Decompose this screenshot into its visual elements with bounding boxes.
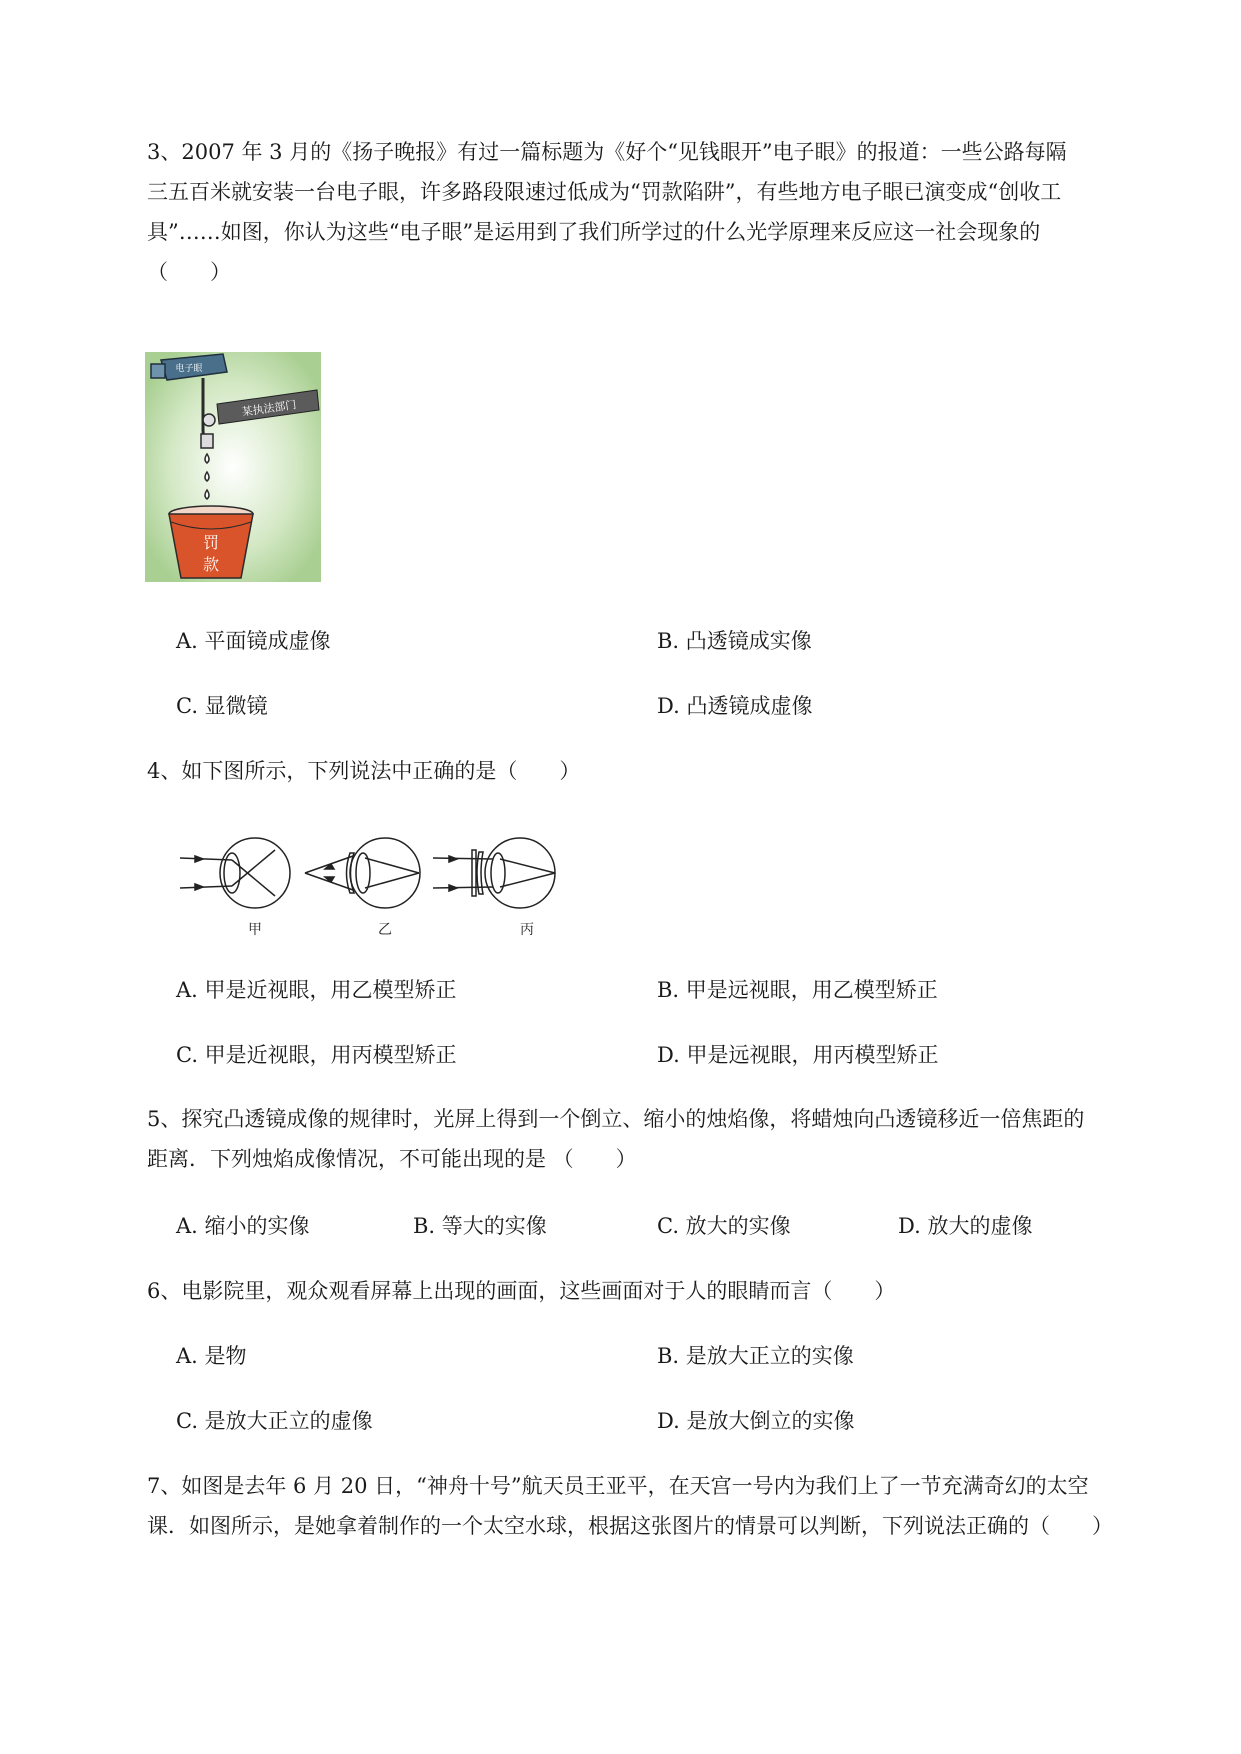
q4-option-b[interactable]: B. 甲是远视眼，用乙模型矫正 [657,978,938,1002]
q4-option-d[interactable]: D. 甲是远视眼，用丙模型矫正 [657,1043,939,1067]
q5-option-b[interactable]: B. 等大的实像 [413,1214,547,1238]
figure-label-yi: 乙 [378,922,392,938]
camera-label: 电子眼 [175,364,203,374]
q3-option-c[interactable]: C. 显微镜 [176,694,268,718]
eye-diagram-jia [180,838,290,908]
q3-line-1: 3、2007 年 3 月的《扬子晚报》有过一篇标题为《好个“见钱眼开”电子眼》的报道：一些公路每隔 [147,140,1067,164]
q6-option-c[interactable]: C. 是放大正立的虚像 [176,1409,373,1433]
q4-option-a[interactable]: A. 甲是近视眼，用乙模型矫正 [176,978,457,1002]
bucket-label-bottom: 款 [202,555,220,574]
q6-option-d[interactable]: D. 是放大倒立的实像 [657,1409,855,1433]
q6-option-b[interactable]: B. 是放大正立的实像 [657,1344,854,1368]
q5-line-2: 距离．下列烛焰成像情况，不可能出现的是 （ ） [147,1147,637,1171]
q3-line-4: （ ） [147,260,231,284]
bucket-icon [169,506,253,578]
q3-option-d[interactable]: D. 凸透镜成虚像 [657,694,813,718]
q5-line-1: 5、探究凸透镜成像的规律时，光屏上得到一个倒立、缩小的烛焰像，将蜡烛向凸透镜移近一倍焦距的 [147,1107,1085,1131]
figure-label-jia: 甲 [248,922,262,938]
q5-option-d[interactable]: D. 放大的虚像 [898,1214,1033,1238]
eye-diagram-bing [433,838,555,908]
q3-line-3: 具”……如图，你认为这些“电子眼”是运用到了我们所学过的什么光学原理来反应这一社会现象的 [147,220,1041,244]
q6-stem: 6、电影院里，观众观看屏幕上出现的画面，这些画面对于人的眼睛而言（ ） [147,1279,896,1303]
q6-option-a[interactable]: A. 是物 [176,1344,247,1368]
q5-option-c[interactable]: C. 放大的实像 [657,1214,791,1238]
water-drops [205,454,209,499]
bucket-label-top: 罚 [202,533,220,552]
figure-label-bing: 丙 [520,922,534,938]
q7-line-2: 课．如图所示，是她拿着制作的一个太空水球，根据这张图片的情景可以判断，下列说法正确的（ ） [147,1514,1113,1538]
q3-option-b[interactable]: B. 凸透镜成实像 [657,629,812,653]
electronic-eye-cartoon [145,352,321,582]
q3-option-a[interactable]: A. 平面镜成虚像 [176,629,331,653]
q3-line-2: 三五百米就安装一台电子眼，许多路段限速过低成为“罚款陷阱”，有些地方电子眼已演变成“创收工 [147,180,1062,204]
eye-diagram-yi [305,838,420,908]
q4-stem: 4、如下图所示，下列说法中正确的是（ ） [147,759,581,783]
eye-diagrams [175,830,575,940]
q5-option-a[interactable]: A. 缩小的实像 [176,1214,310,1238]
hand-label: 某执法部门 [240,398,298,419]
q4-option-c[interactable]: C. 甲是近视眼，用丙模型矫正 [176,1043,457,1067]
q7-line-1: 7、如图是去年 6 月 20 日，“神舟十号”航天员王亚平，在天宫一号内为我们上了一节充满奇幻的太空 [147,1474,1089,1498]
